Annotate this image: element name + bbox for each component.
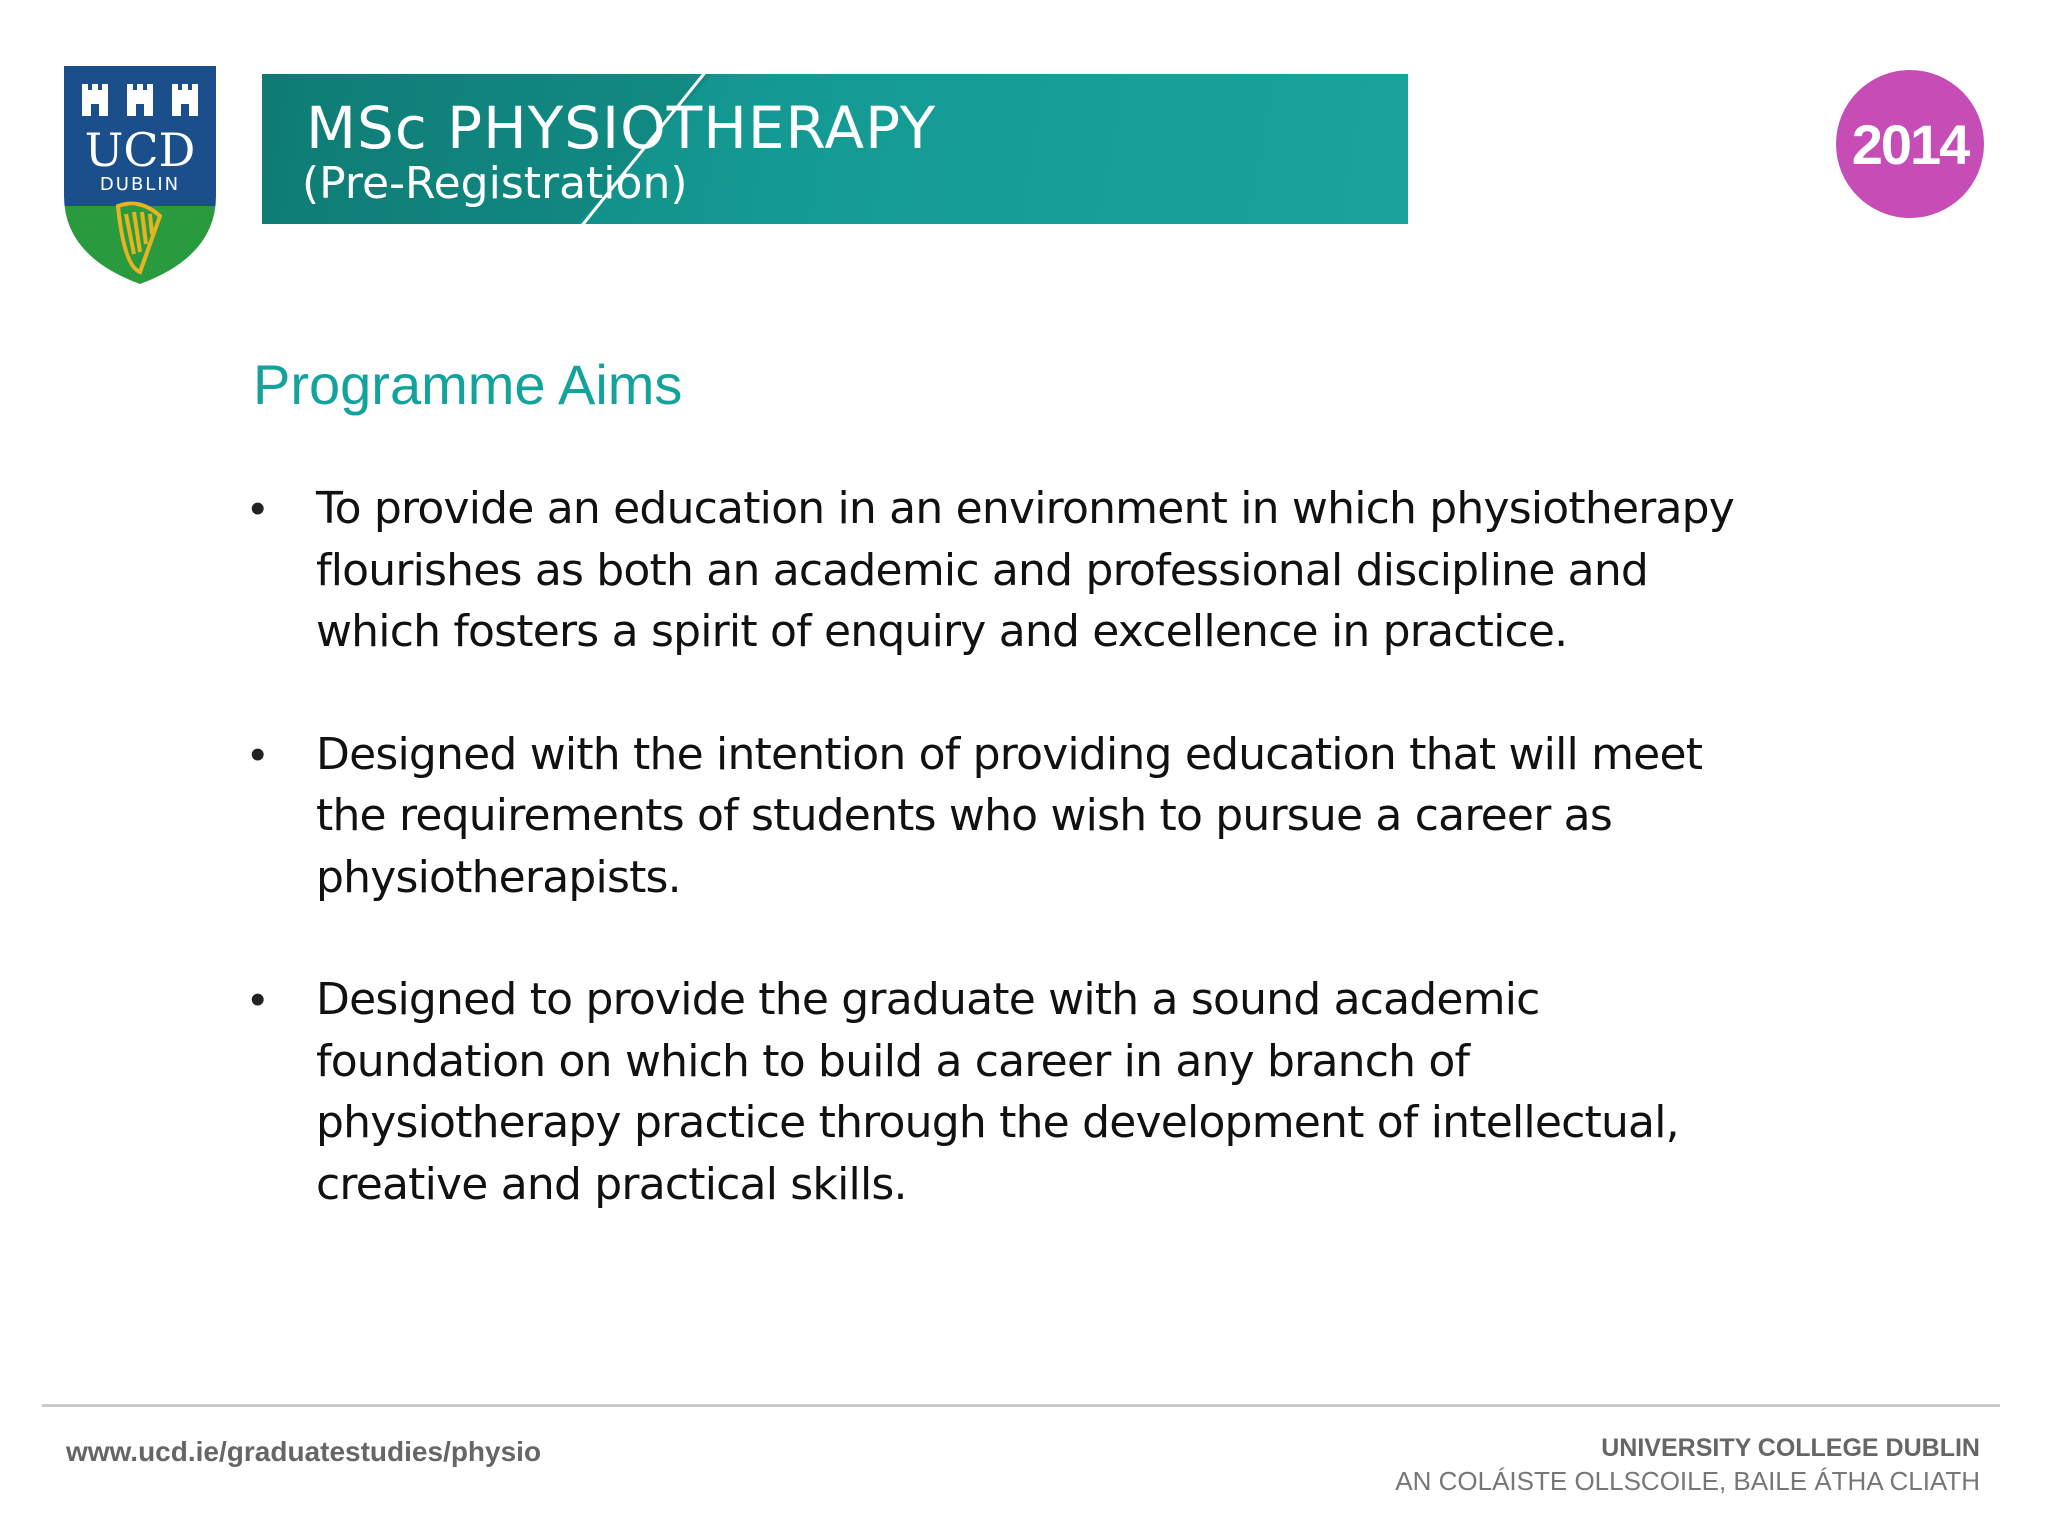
footer-url-link[interactable]: www.ucd.ie/graduatestudies/physio xyxy=(66,1436,542,1467)
list-item xyxy=(250,478,1750,663)
bullet-icon: • xyxy=(250,484,266,533)
aims-list xyxy=(250,478,1750,1276)
bullet-icon: • xyxy=(250,975,266,1024)
list-item xyxy=(250,724,1750,909)
year-badge xyxy=(1836,70,1984,218)
aim-text: Designed to provide the graduate with a sound academic foundation on which to build a career in any branch of physiotherapy practice through the development of intellectual, creative and practical skills. xyxy=(316,974,1679,1210)
bullet-icon: • xyxy=(250,729,266,779)
svg-text:DUBLIN: DUBLIN xyxy=(99,174,181,195)
footer-divider xyxy=(42,1404,2000,1407)
programme-banner xyxy=(262,74,1408,224)
svg-text:UCD: UCD xyxy=(84,123,196,177)
list-item xyxy=(250,969,1750,1215)
banner-subtitle: (Pre-Registration) xyxy=(302,158,688,209)
aim-text: Designed with the intention of providing education that will meet the requirements of students who wish to pursue a career as physiotherapists. xyxy=(316,728,1703,903)
year-badge-label: 2014 xyxy=(1851,112,1969,176)
banner-title: MSc PHYSIOTHERAPY xyxy=(306,94,937,162)
footer-institution-irish-name: AN COLÁISTE OLLSCOILE, BAILE ÁTHA CLIATH xyxy=(1395,1466,1980,1496)
ucd-crest-icon xyxy=(64,66,216,284)
aim-text: To provide an education in an environment in which physiotherapy flourishes as both an academic and professional discipline and which fosters a spirit of enquiry and excellence in practice. xyxy=(316,483,1735,657)
section-heading: Programme Aims xyxy=(253,353,683,416)
footer-institution-name: UNIVERSITY COLLEGE DUBLIN xyxy=(1601,1434,1980,1462)
